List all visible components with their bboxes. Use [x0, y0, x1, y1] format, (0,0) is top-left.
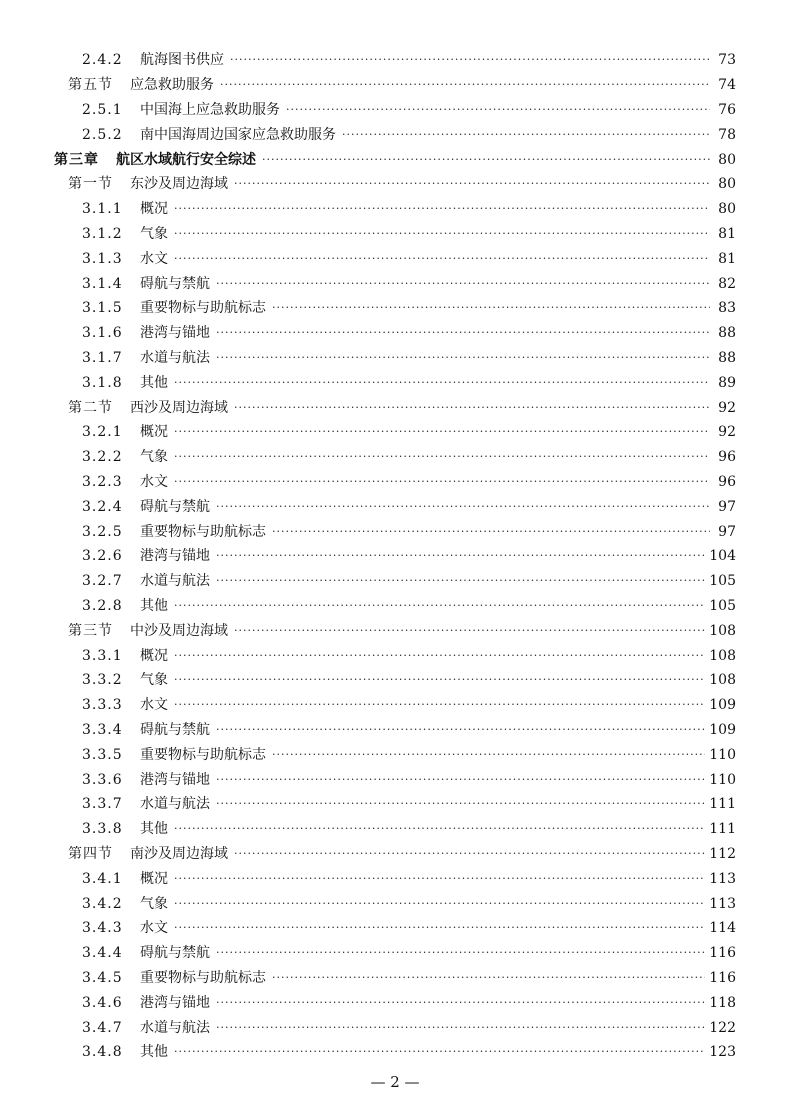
toc-entry-title: 其他 — [140, 374, 168, 391]
dot-leader — [216, 574, 705, 588]
toc-entry-title: 西沙及周边海域 — [130, 399, 228, 416]
toc-entry-page-number: 81 — [718, 225, 736, 242]
toc-entry-title: 重要物标与助航标志 — [140, 300, 266, 317]
toc-entry-page-number: 96 — [718, 473, 736, 490]
toc-entry-number: 3.3.5 — [82, 746, 123, 763]
toc-subsection-entry[interactable] — [82, 544, 736, 569]
toc-entry-page-number: 92 — [718, 399, 736, 416]
toc-entry-page-number: 74 — [718, 77, 736, 94]
dot-leader — [272, 748, 705, 762]
dot-leader — [174, 822, 705, 836]
toc-subsection-entry[interactable] — [82, 767, 736, 792]
toc-entry-page-number: 122 — [709, 1019, 736, 1036]
toc-entry-title: 其他 — [140, 597, 168, 614]
toc-subsection-entry[interactable] — [82, 792, 736, 817]
toc-entry-number: 第五节 — [68, 77, 113, 94]
toc-entry-title: 碍航与禁航 — [140, 945, 210, 962]
toc-subsection-entry[interactable] — [82, 271, 736, 296]
page-number-footer: — 2 — — [370, 1073, 420, 1091]
toc-entry-number: 3.4.6 — [82, 994, 123, 1011]
toc-entry-number: 3.4.4 — [82, 945, 123, 962]
dot-leader — [216, 1021, 705, 1035]
toc-subsection-entry[interactable] — [82, 693, 736, 718]
toc-entry-page-number: 109 — [709, 721, 736, 738]
toc-section-entry[interactable] — [68, 618, 736, 643]
toc-entry-number: 3.1.5 — [82, 300, 123, 317]
dot-leader — [174, 450, 710, 464]
toc-subsection-entry[interactable] — [82, 569, 736, 594]
toc-entry-page-number: 105 — [709, 573, 736, 590]
toc-entry-number: 3.4.7 — [82, 1019, 123, 1036]
toc-entry-title: 水文 — [140, 250, 168, 267]
toc-entry-number: 3.2.7 — [82, 573, 123, 590]
dot-leader — [234, 624, 705, 638]
dot-leader — [216, 797, 705, 811]
dot-leader — [174, 921, 705, 935]
toc-entry-page-number: 104 — [709, 548, 736, 565]
toc-entry-number: 3.2.6 — [82, 548, 123, 565]
toc-entry-number: 3.3.4 — [82, 721, 123, 738]
toc-entry-title: 概况 — [140, 870, 168, 887]
dot-leader — [216, 500, 710, 514]
toc-entry-number: 3.4.1 — [82, 870, 123, 887]
toc-entry-page-number: 81 — [718, 250, 736, 267]
toc-entry-title: 中沙及周边海域 — [130, 622, 228, 639]
toc-entry-page-number: 111 — [709, 821, 736, 838]
toc-entry-number: 3.2.8 — [82, 597, 123, 614]
toc-entry-page-number: 108 — [709, 672, 736, 689]
toc-entry-title: 气象 — [140, 225, 168, 242]
toc-subsection-entry[interactable] — [82, 197, 736, 222]
toc-entry-page-number: 97 — [718, 523, 736, 540]
dot-leader — [174, 475, 710, 489]
dot-leader — [216, 549, 705, 563]
toc-section-entry[interactable] — [68, 842, 736, 867]
toc-entry-title: 概况 — [140, 201, 168, 218]
dot-leader — [216, 946, 705, 960]
toc-entry-page-number: 118 — [709, 994, 736, 1011]
toc-entry-page-number: 111 — [709, 796, 736, 813]
toc-entry-title: 重要物标与助航标志 — [140, 746, 266, 763]
toc-subsection-entry[interactable] — [82, 643, 736, 668]
dot-leader — [216, 723, 705, 737]
toc-entry-number: 第四节 — [68, 845, 113, 862]
toc-entry-title: 港湾与锚地 — [140, 994, 210, 1011]
toc-entry-page-number: 110 — [709, 746, 736, 763]
dot-leader — [174, 425, 710, 439]
toc-entry-title: 南沙及周边海域 — [130, 845, 228, 862]
toc-subsection-entry[interactable] — [82, 445, 736, 470]
dot-leader — [174, 252, 710, 266]
dot-leader — [174, 202, 710, 216]
toc-entry-title: 碍航与禁航 — [140, 498, 210, 515]
toc-entry-page-number: 80 — [718, 151, 736, 168]
dot-leader — [174, 698, 705, 712]
toc-entry-number: 3.4.3 — [82, 920, 123, 937]
toc-subsection-entry[interactable] — [82, 742, 736, 767]
toc-entry-page-number: 92 — [718, 424, 736, 441]
toc-entry-title: 应急救助服务 — [130, 77, 214, 94]
toc-entry-page-number: 108 — [709, 622, 736, 639]
toc-entry-page-number: 89 — [718, 374, 736, 391]
toc-subsection-entry[interactable] — [82, 122, 736, 147]
dot-leader — [174, 376, 710, 390]
dot-leader — [216, 773, 705, 787]
toc-entry-number: 3.3.1 — [82, 647, 123, 664]
toc-entry-title: 航海图书供应 — [140, 52, 224, 69]
toc-entry-number: 2.5.2 — [82, 126, 123, 143]
dot-leader — [234, 401, 710, 415]
toc-entry-page-number: 83 — [718, 300, 736, 317]
toc-entry-title: 港湾与锚地 — [140, 548, 210, 565]
toc-entry-number: 3.3.7 — [82, 796, 123, 813]
toc-subsection-entry[interactable] — [82, 1040, 736, 1065]
toc-entry-title: 水文 — [140, 473, 168, 490]
toc-entry-title: 碍航与禁航 — [140, 275, 210, 292]
toc-entry-title: 中国海上应急救助服务 — [140, 101, 280, 118]
dot-leader — [216, 326, 710, 340]
toc-entry-title: 港湾与锚地 — [140, 771, 210, 788]
toc-subsection-entry[interactable] — [82, 891, 736, 916]
toc-subsection-entry[interactable] — [82, 866, 736, 891]
dot-leader — [174, 872, 705, 886]
toc-entry-page-number: 108 — [709, 647, 736, 664]
toc-entry-number: 3.4.2 — [82, 895, 123, 912]
toc-subsection-entry[interactable] — [82, 594, 736, 619]
dot-leader — [174, 1045, 705, 1059]
dot-leader — [272, 525, 710, 539]
toc-entry-title: 重要物标与助航标志 — [140, 523, 266, 540]
toc-entry-page-number: 110 — [709, 771, 736, 788]
toc-entry-title: 港湾与锚地 — [140, 325, 210, 342]
toc-entry-page-number: 105 — [709, 597, 736, 614]
toc-entry-number: 3.2.2 — [82, 449, 123, 466]
toc-entry-page-number: 78 — [718, 126, 736, 143]
dot-leader — [342, 128, 710, 142]
dot-leader — [216, 996, 705, 1010]
toc-entry-number: 3.1.4 — [82, 275, 123, 292]
toc-entry-number: 3.3.2 — [82, 672, 123, 689]
toc-entry-title: 碍航与禁航 — [140, 721, 210, 738]
toc-entry-title: 气象 — [140, 449, 168, 466]
toc-entry-page-number: 88 — [718, 349, 736, 366]
toc-entry-page-number: 80 — [718, 201, 736, 218]
toc-subsection-entry[interactable] — [82, 494, 736, 519]
dot-leader — [234, 847, 705, 861]
toc-section-entry[interactable] — [68, 73, 736, 98]
dot-leader — [272, 301, 710, 315]
toc-subsection-entry[interactable] — [82, 470, 736, 495]
toc-entry-number: 3.4.5 — [82, 969, 123, 986]
toc-entry-number: 3.1.1 — [82, 201, 123, 218]
toc-entry-page-number: 112 — [709, 845, 736, 862]
toc-entry-number: 第一节 — [68, 176, 113, 193]
toc-subsection-entry[interactable] — [82, 222, 736, 247]
dot-leader — [174, 599, 705, 613]
toc-entry-number: 第三节 — [68, 622, 113, 639]
toc-entry-number: 3.4.8 — [82, 1044, 123, 1061]
toc-entry-number: 2.5.1 — [82, 101, 123, 118]
dot-leader — [216, 277, 710, 291]
toc-entry-page-number: 123 — [709, 1044, 736, 1061]
toc-entry-title: 水道与航法 — [140, 349, 210, 366]
toc-entry-number: 3.2.5 — [82, 523, 123, 540]
toc-entry-number: 3.2.3 — [82, 473, 123, 490]
dot-leader — [174, 673, 705, 687]
toc-subsection-entry[interactable] — [82, 370, 736, 395]
toc-subsection-entry[interactable] — [82, 321, 736, 346]
toc-entry-number: 3.1.6 — [82, 325, 123, 342]
toc-subsection-entry[interactable] — [82, 817, 736, 842]
dot-leader — [262, 153, 710, 167]
toc-entry-number: 第三章 — [54, 151, 99, 168]
dot-leader — [234, 177, 710, 191]
toc-subsection-entry[interactable] — [82, 296, 736, 321]
dot-leader — [230, 53, 710, 67]
toc-entry-number: 3.1.2 — [82, 225, 123, 242]
toc-entry-number: 第二节 — [68, 399, 113, 416]
toc-section-entry[interactable] — [68, 395, 736, 420]
toc-entry-page-number: 109 — [709, 697, 736, 714]
dot-leader — [174, 649, 705, 663]
toc-entry-page-number: 80 — [718, 176, 736, 193]
toc-entry-title: 水道与航法 — [140, 573, 210, 590]
toc-subsection-entry[interactable] — [82, 420, 736, 445]
toc-subsection-entry[interactable] — [82, 966, 736, 991]
toc-entry-number: 3.3.8 — [82, 821, 123, 838]
dot-leader — [272, 971, 705, 985]
toc-entry-page-number: 76 — [718, 101, 736, 118]
toc-entry-title: 气象 — [140, 895, 168, 912]
toc-subsection-entry[interactable] — [82, 718, 736, 743]
toc-entry-page-number: 113 — [709, 870, 736, 887]
toc-entry-number: 3.1.7 — [82, 349, 123, 366]
toc-entry-title: 重要物标与助航标志 — [140, 969, 266, 986]
toc-entry-title: 气象 — [140, 672, 168, 689]
toc-entry-page-number: 82 — [718, 275, 736, 292]
dot-leader — [216, 351, 710, 365]
dot-leader — [220, 78, 710, 92]
toc-entry-title: 水道与航法 — [140, 796, 210, 813]
toc-entry-title: 概况 — [140, 424, 168, 441]
toc-entry-page-number: 113 — [709, 895, 736, 912]
toc-subsection-entry[interactable] — [82, 48, 736, 73]
toc-entry-title: 南中国海周边国家应急救助服务 — [140, 126, 336, 143]
toc-entry-title: 概况 — [140, 647, 168, 664]
toc-subsection-entry[interactable] — [82, 246, 736, 271]
toc-entry-title: 航区水域航行安全综述 — [116, 151, 256, 168]
toc-entry-title: 水文 — [140, 697, 168, 714]
dot-leader — [286, 103, 710, 117]
toc-subsection-entry[interactable] — [82, 941, 736, 966]
toc-entry-title: 水道与航法 — [140, 1019, 210, 1036]
toc-subsection-entry[interactable] — [82, 916, 736, 941]
toc-subsection-entry[interactable] — [82, 519, 736, 544]
dot-leader — [174, 897, 705, 911]
toc-chapter-entry[interactable] — [54, 147, 736, 172]
toc-entry-number: 3.3.6 — [82, 771, 123, 788]
toc-entry-title: 其他 — [140, 821, 168, 838]
toc-subsection-entry[interactable] — [82, 1015, 736, 1040]
toc-entry-title: 水文 — [140, 920, 168, 937]
toc-subsection-entry[interactable] — [82, 346, 736, 371]
toc-entry-number: 2.4.2 — [82, 52, 123, 69]
toc-entry-number: 3.2.1 — [82, 424, 123, 441]
toc-subsection-entry[interactable] — [82, 990, 736, 1015]
toc-entry-page-number: 96 — [718, 449, 736, 466]
toc-entry-number: 3.2.4 — [82, 498, 123, 515]
dot-leader — [174, 227, 710, 241]
toc-entry-title: 其他 — [140, 1044, 168, 1061]
toc-subsection-entry[interactable] — [82, 668, 736, 693]
toc-subsection-entry[interactable] — [82, 98, 736, 123]
toc-entry-page-number: 116 — [709, 969, 736, 986]
toc-entry-number: 3.1.3 — [82, 250, 123, 267]
toc-entry-page-number: 116 — [709, 945, 736, 962]
toc-entry-number: 3.1.8 — [82, 374, 123, 391]
toc-entry-title: 东沙及周边海域 — [130, 176, 228, 193]
toc-section-entry[interactable] — [68, 172, 736, 197]
toc-entry-number: 3.3.3 — [82, 697, 123, 714]
toc-entry-page-number: 88 — [718, 325, 736, 342]
toc-entry-page-number: 73 — [718, 52, 736, 69]
toc-entry-page-number: 114 — [709, 920, 736, 937]
toc-entry-page-number: 97 — [718, 498, 736, 515]
